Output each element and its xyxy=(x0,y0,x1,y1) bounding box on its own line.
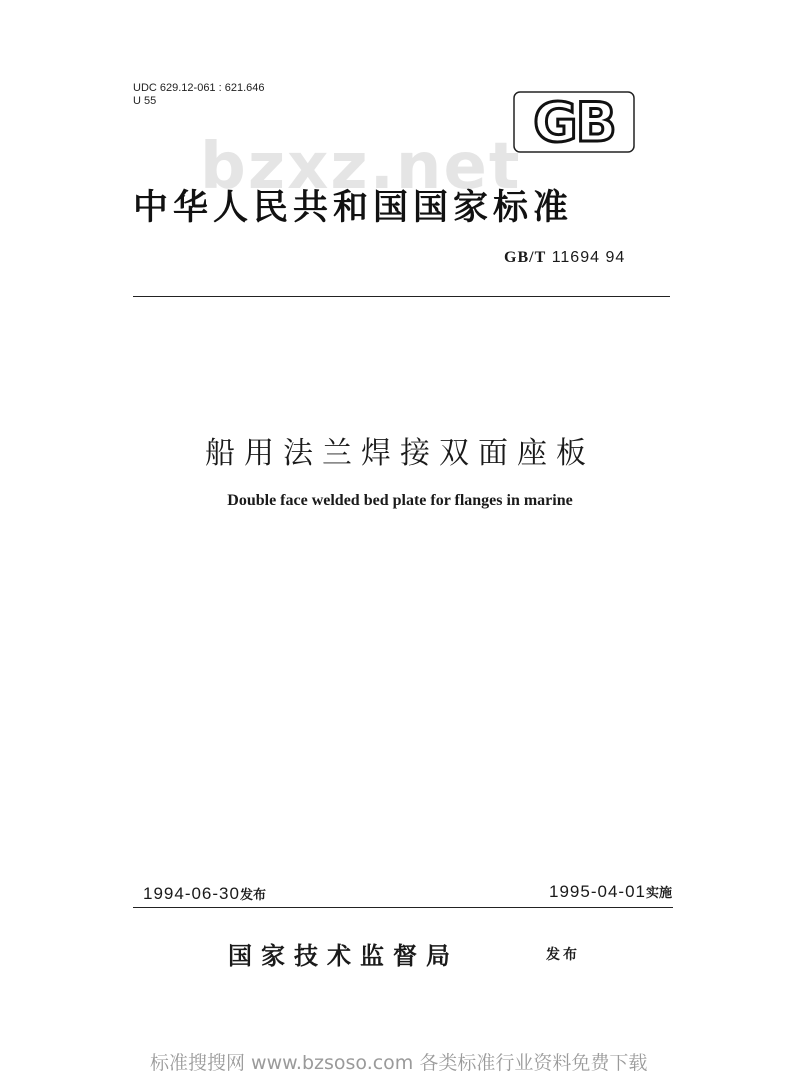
gb-logo-text: GB xyxy=(533,91,615,154)
udc-code: UDC 629.12-061 : 621.646 xyxy=(133,82,265,94)
issue-date-value: 1994-06-30 xyxy=(143,884,240,903)
standard-number xyxy=(504,249,625,267)
implementation-date xyxy=(549,882,672,902)
gb-logo xyxy=(512,90,636,154)
issuer-suffix: 发布 xyxy=(546,947,580,963)
issue-date-label: 发布 xyxy=(239,888,266,903)
document-subtitle: Double face welded bed plate for flanges in marine xyxy=(227,492,573,509)
standard-code: 11694 94 xyxy=(551,249,626,266)
issuer-name: 国家技术监督局 xyxy=(228,942,459,970)
implementation-date-label: 实施 xyxy=(645,886,672,901)
standard-prefix: GB/T xyxy=(504,249,547,266)
classification-codes xyxy=(133,82,264,108)
document-title: 船用法兰焊接双面座板 xyxy=(205,436,595,471)
watermark: bzxz.net xyxy=(200,130,522,204)
footer-banner[interactable]: 标准搜搜网 www.bzsoso.com 各类标准行业资料免费下载 xyxy=(150,1052,648,1074)
national-standard-title: 中华人民共和国国家标准 xyxy=(133,188,574,228)
class-code: U 55 xyxy=(133,95,157,107)
issue-date xyxy=(143,884,266,904)
header-divider xyxy=(133,296,670,297)
footer-divider xyxy=(133,907,673,908)
implementation-date-value: 1995-04-01 xyxy=(549,882,646,901)
